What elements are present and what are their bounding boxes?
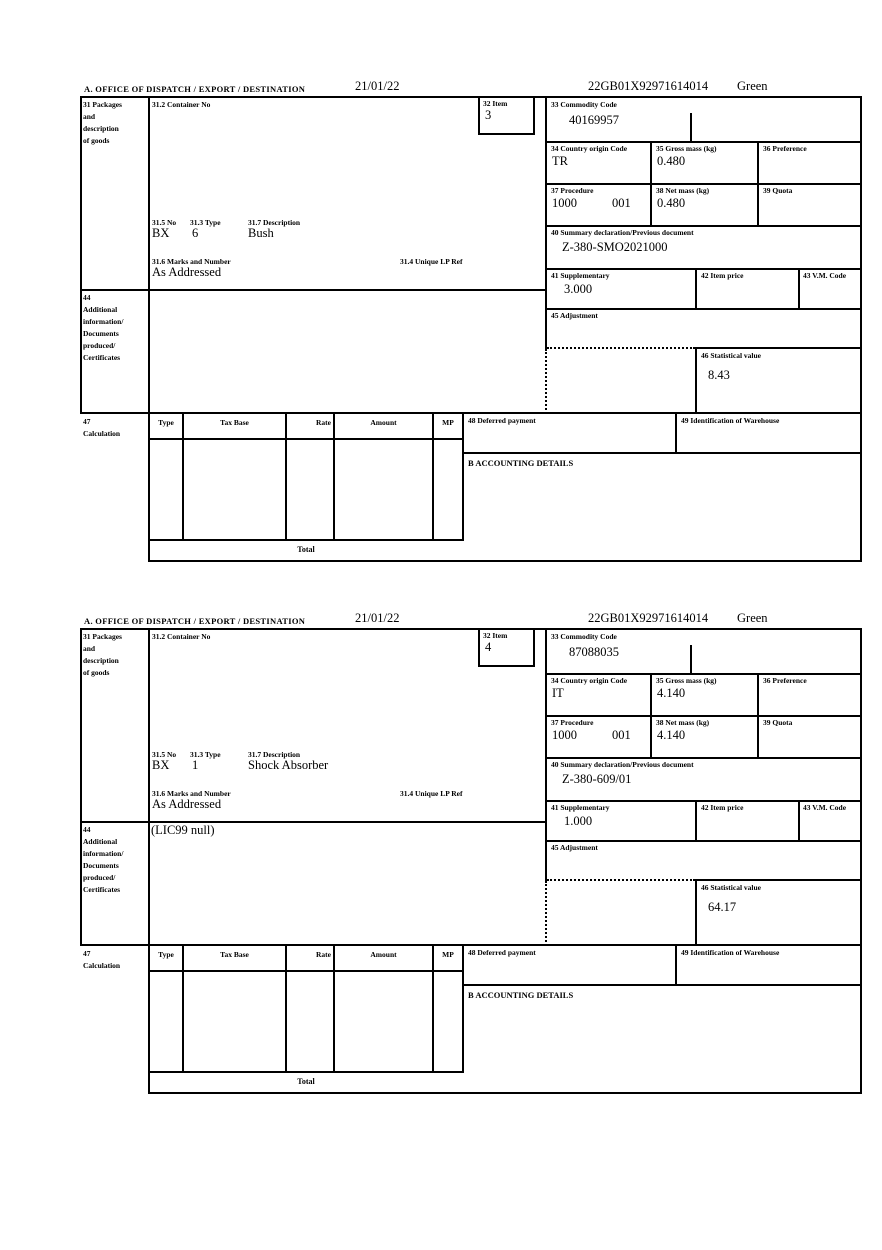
calculation-label: Calculation — [83, 429, 121, 438]
statistical-value: 8.43 — [708, 368, 730, 382]
grid-line — [675, 944, 677, 986]
previous-document-label: 40 Summary declaration/Previous document — [551, 760, 694, 769]
grid-line — [80, 628, 862, 630]
calc-header-amount: Amount — [370, 418, 397, 427]
grid-line — [462, 944, 464, 1073]
grid-line — [695, 347, 862, 349]
unique-lp-ref-label: 31.4 Unique LP Ref — [400, 789, 463, 798]
procedure-ext-value: 001 — [612, 728, 631, 742]
procedure-value: 1000 — [552, 728, 577, 742]
grid-line — [148, 560, 862, 562]
previous-document-value: Z-380-SMO2021000 — [562, 240, 668, 254]
unique-lp-ref-label: 31.4 Unique LP Ref — [400, 257, 463, 266]
commodity-code-value: 87088035 — [569, 645, 619, 659]
gross-mass-label: 35 Gross mass (kg) — [656, 144, 717, 153]
supplementary-value: 3.000 — [564, 282, 593, 296]
quota-label: 39 Quota — [763, 718, 793, 727]
grid-line — [333, 944, 335, 1073]
additional-information-value: (LIC99 null) — [151, 823, 215, 837]
container-no-label: 31.2 Container No — [152, 632, 211, 641]
accounting-details-label: B ACCOUNTING DETAILS — [468, 458, 574, 468]
previous-document-label: 40 Summary declaration/Previous document — [551, 228, 694, 237]
grid-line — [148, 970, 464, 972]
preference-label: 36 Preference — [763, 144, 807, 153]
item-label: 32 Item — [483, 631, 508, 640]
calc-header-type: Type — [158, 950, 174, 959]
declaration-item-copy-2 — [80, 612, 864, 1096]
package-no-label: 31.5 No — [152, 218, 177, 227]
calculation-label: 47 — [83, 417, 91, 426]
grid-line — [545, 800, 862, 802]
declaration-reference: 22GB01X92971614014 — [588, 79, 709, 93]
grid-line — [333, 412, 335, 541]
grid-line — [285, 412, 287, 541]
package-type-value: 1 — [192, 758, 199, 772]
grid-line — [80, 628, 82, 946]
grid-line — [432, 412, 434, 541]
dotted-grid-line — [547, 879, 695, 881]
box44-label: Certificates — [83, 353, 121, 362]
country-origin-label: 34 Country origin Code — [551, 144, 628, 153]
grid-line — [462, 452, 862, 454]
grid-line — [545, 628, 547, 881]
commodity-code-label: 33 Commodity Code — [551, 632, 617, 641]
grid-line — [80, 96, 862, 98]
grid-line — [545, 225, 862, 227]
calc-header-tax-base: Tax Base — [220, 950, 249, 959]
grid-line — [860, 96, 862, 562]
gross-mass-label: 35 Gross mass (kg) — [656, 676, 717, 685]
grid-line — [80, 944, 862, 946]
grid-line — [148, 628, 150, 1094]
vm-code-label: 43 V.M. Code — [803, 271, 847, 280]
grid-line — [798, 800, 800, 842]
grid-line — [798, 268, 800, 310]
grid-line — [695, 800, 697, 842]
grid-line — [545, 715, 862, 717]
box31-label: and — [83, 112, 96, 121]
item-number-value: 3 — [485, 108, 492, 122]
item-label: 32 Item — [483, 99, 508, 108]
quota-label: 39 Quota — [763, 186, 793, 195]
box44-label: produced/ — [83, 341, 116, 350]
procedure-ext-value: 001 — [612, 196, 631, 210]
box44-label: 44 — [83, 293, 91, 302]
package-no-value: BX — [152, 758, 170, 772]
calc-header-mp: MP — [442, 418, 454, 427]
statistical-value-label: 46 Statistical value — [701, 883, 761, 892]
grid-line — [695, 879, 697, 946]
gross-mass-value: 4.140 — [657, 686, 686, 700]
declaration-date: 21/01/22 — [355, 611, 400, 625]
warehouse-id-label: 49 Identification of Warehouse — [681, 416, 780, 425]
commodity-code-label: 33 Commodity Code — [551, 100, 617, 109]
calculation-label: Calculation — [83, 961, 121, 970]
grid-line — [545, 673, 862, 675]
country-origin-value: TR — [552, 154, 568, 168]
calc-header-rate: Rate — [316, 950, 331, 959]
marks-and-number-value: As Addressed — [152, 265, 222, 279]
grid-line — [285, 944, 287, 1073]
supplementary-label: 41 Supplementary — [551, 271, 610, 280]
dotted-grid-line — [545, 349, 547, 414]
goods-description-value: Bush — [248, 226, 274, 240]
box44-label: information/ — [83, 849, 124, 858]
grid-line — [675, 412, 677, 454]
preference-label: 36 Preference — [763, 676, 807, 685]
previous-document-value: Z-380-609/01 — [562, 772, 632, 786]
commodity-code-subdivider — [690, 645, 692, 673]
grid-line — [650, 673, 652, 759]
box31-label: description — [83, 124, 119, 133]
goods-description-value: Shock Absorber — [248, 758, 329, 772]
description-label: 31.7 Description — [248, 218, 301, 227]
item-number-value: 4 — [485, 640, 492, 654]
box44-label: Certificates — [83, 885, 121, 894]
commodity-code-subdivider — [690, 113, 692, 141]
deferred-payment-label: 48 Deferred payment — [468, 948, 536, 957]
grid-line — [695, 879, 862, 881]
accounting-details-label: B ACCOUNTING DETAILS — [468, 990, 574, 1000]
declaration-reference: 22GB01X92971614014 — [588, 611, 709, 625]
grid-line — [148, 96, 150, 562]
procedure-value: 1000 — [552, 196, 577, 210]
grid-line — [148, 438, 464, 440]
grid-line — [80, 96, 82, 414]
country-origin-label: 34 Country origin Code — [551, 676, 628, 685]
marks-and-number-label: 31.6 Marks and Number — [152, 257, 231, 266]
office-of-dispatch-header: A. OFFICE OF DISPATCH / EXPORT / DESTINATION — [84, 84, 306, 94]
grid-line — [545, 757, 862, 759]
grid-line — [80, 289, 547, 291]
country-origin-value: IT — [552, 686, 564, 700]
adjustment-label: 45 Adjustment — [551, 843, 598, 852]
box44-label: Documents — [83, 861, 119, 870]
declaration-item-copy-1 — [80, 80, 864, 564]
net-mass-label: 38 Net mass (kg) — [656, 718, 710, 727]
grid-line — [462, 412, 464, 541]
commodity-code-value: 40169957 — [569, 113, 619, 127]
box44-label: Additional — [83, 837, 118, 846]
box31-label: of goods — [83, 668, 110, 677]
box31-label: 31 Packages — [83, 632, 122, 641]
grid-line — [462, 984, 862, 986]
box31-label: description — [83, 656, 119, 665]
box44-label: produced/ — [83, 873, 116, 882]
grid-line — [545, 141, 862, 143]
calc-header-mp: MP — [442, 950, 454, 959]
description-label: 31.7 Description — [248, 750, 301, 759]
grid-line — [432, 944, 434, 1073]
calculation-label: 47 — [83, 949, 91, 958]
statistical-value: 64.17 — [708, 900, 737, 914]
routing-status: Green — [737, 79, 768, 93]
grid-line — [148, 1092, 862, 1094]
grid-line — [695, 347, 697, 414]
grid-line — [80, 412, 862, 414]
container-no-label: 31.2 Container No — [152, 100, 211, 109]
box44-label: information/ — [83, 317, 124, 326]
procedure-label: 37 Procedure — [551, 718, 594, 727]
office-of-dispatch-header: A. OFFICE OF DISPATCH / EXPORT / DESTINATION — [84, 616, 306, 626]
total-label: Total — [297, 1077, 315, 1086]
package-type-label: 31.3 Type — [190, 218, 221, 227]
adjustment-label: 45 Adjustment — [551, 311, 598, 320]
supplementary-value: 1.000 — [564, 814, 593, 828]
marks-and-number-label: 31.6 Marks and Number — [152, 789, 231, 798]
calc-header-type: Type — [158, 418, 174, 427]
deferred-payment-label: 48 Deferred payment — [468, 416, 536, 425]
package-no-label: 31.5 No — [152, 750, 177, 759]
grid-line — [695, 268, 697, 310]
net-mass-value: 4.140 — [657, 728, 686, 742]
dotted-grid-line — [547, 347, 695, 349]
statistical-value-label: 46 Statistical value — [701, 351, 761, 360]
package-type-value: 6 — [192, 226, 199, 240]
grid-line — [545, 183, 862, 185]
net-mass-label: 38 Net mass (kg) — [656, 186, 710, 195]
calc-header-rate: Rate — [316, 418, 331, 427]
vm-code-label: 43 V.M. Code — [803, 803, 847, 812]
gross-mass-value: 0.480 — [657, 154, 686, 168]
warehouse-id-label: 49 Identification of Warehouse — [681, 948, 780, 957]
box31-label: and — [83, 644, 96, 653]
box44-label: Documents — [83, 329, 119, 338]
supplementary-label: 41 Supplementary — [551, 803, 610, 812]
grid-line — [757, 673, 759, 759]
grid-line — [545, 308, 862, 310]
grid-line — [650, 141, 652, 227]
grid-line — [545, 268, 862, 270]
routing-status: Green — [737, 611, 768, 625]
grid-line — [148, 1071, 464, 1073]
grid-line — [860, 628, 862, 1094]
item-price-label: 42 Item price — [701, 803, 744, 812]
box31-label: 31 Packages — [83, 100, 122, 109]
grid-line — [757, 141, 759, 227]
grid-line — [148, 539, 464, 541]
box44-label: 44 — [83, 825, 91, 834]
calc-header-amount: Amount — [370, 950, 397, 959]
calc-header-tax-base: Tax Base — [220, 418, 249, 427]
grid-line — [182, 412, 184, 541]
box31-label: of goods — [83, 136, 110, 145]
grid-line — [545, 840, 862, 842]
procedure-label: 37 Procedure — [551, 186, 594, 195]
box44-label: Additional — [83, 305, 118, 314]
net-mass-value: 0.480 — [657, 196, 686, 210]
dotted-grid-line — [545, 881, 547, 946]
package-type-label: 31.3 Type — [190, 750, 221, 759]
grid-line — [545, 96, 547, 349]
package-no-value: BX — [152, 226, 170, 240]
item-price-label: 42 Item price — [701, 271, 744, 280]
declaration-date: 21/01/22 — [355, 79, 400, 93]
grid-line — [182, 944, 184, 1073]
marks-and-number-value: As Addressed — [152, 797, 222, 811]
total-label: Total — [297, 545, 315, 554]
